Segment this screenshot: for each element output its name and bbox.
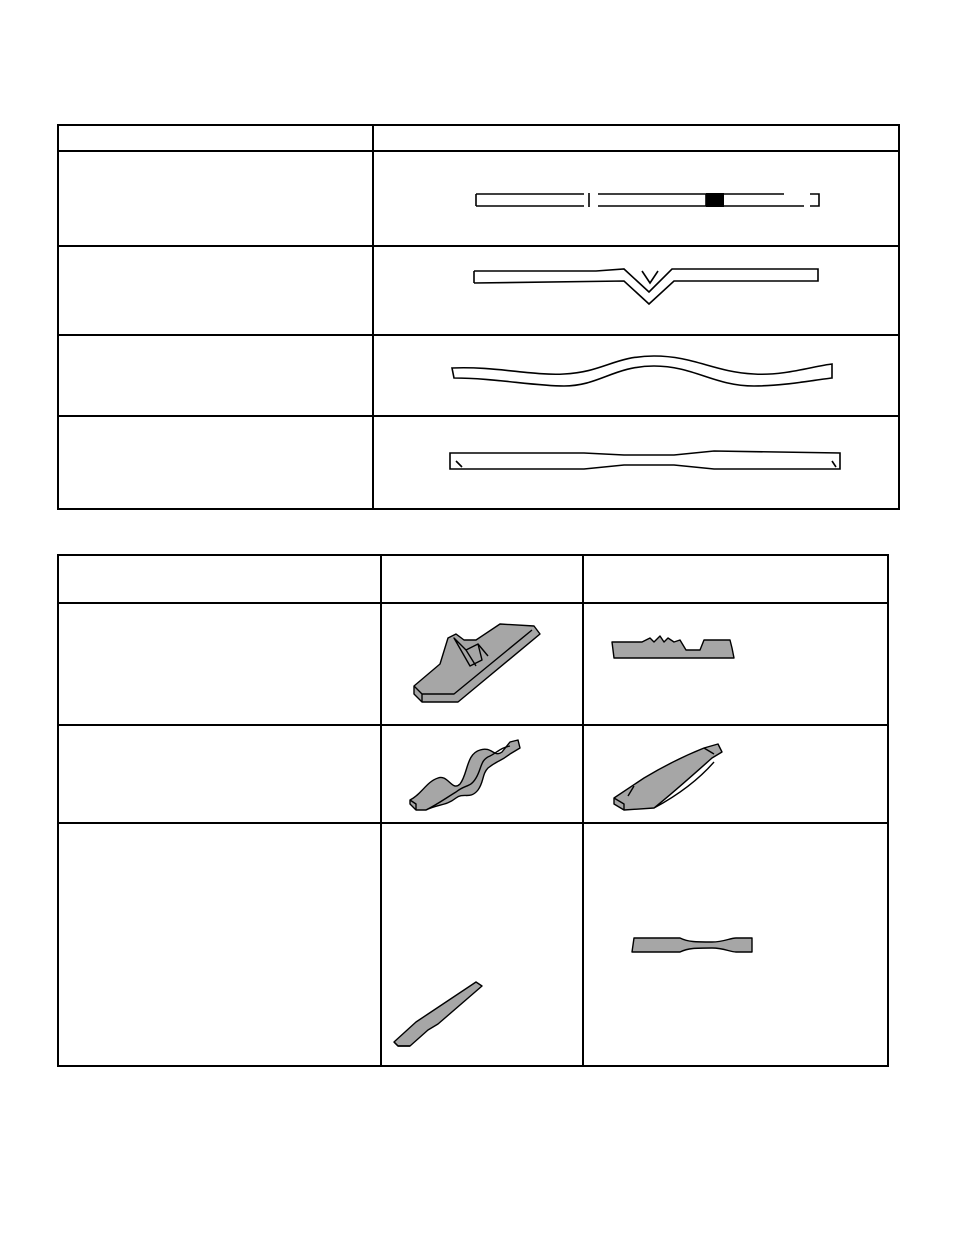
table-row bbox=[58, 823, 888, 1066]
table1-header-cell bbox=[58, 125, 373, 151]
illustration-cell bbox=[381, 603, 583, 725]
row-label bbox=[58, 603, 381, 725]
illustration-cell bbox=[381, 725, 583, 823]
illustration-cell bbox=[583, 823, 888, 1066]
v-bent-rod-icon bbox=[374, 247, 900, 334]
wavy-strip-icon bbox=[382, 726, 584, 822]
illustration-cell bbox=[373, 335, 899, 416]
table1-header-row bbox=[58, 125, 899, 151]
defect-table-strips bbox=[57, 554, 889, 1067]
table-row bbox=[58, 416, 899, 509]
row-label bbox=[58, 823, 381, 1066]
illustration-cell bbox=[583, 603, 888, 725]
illustration-cell bbox=[373, 246, 899, 335]
row-label bbox=[58, 416, 373, 509]
peeled-strip-side-icon bbox=[584, 604, 889, 724]
table2-header-row bbox=[58, 555, 888, 603]
necked-rod-icon bbox=[374, 417, 900, 508]
illustration-cell bbox=[381, 823, 583, 1066]
illustration-cell bbox=[373, 416, 899, 509]
bent-strip-icon bbox=[584, 726, 889, 822]
table-row bbox=[58, 246, 899, 335]
table2-header-cell bbox=[583, 555, 888, 603]
table2-header-cell bbox=[58, 555, 381, 603]
peeled-strip-icon bbox=[382, 604, 584, 724]
welded-rod-icon bbox=[374, 152, 900, 245]
illustration-cell bbox=[583, 725, 888, 823]
necked-strip-icon bbox=[382, 824, 584, 1065]
table-row bbox=[58, 725, 888, 823]
table1-header-cell bbox=[373, 125, 899, 151]
table-row bbox=[58, 603, 888, 725]
row-label bbox=[58, 335, 373, 416]
necked-strip-side-icon bbox=[584, 824, 889, 1065]
illustration-cell bbox=[373, 151, 899, 246]
defect-table-rods bbox=[57, 124, 900, 510]
wavy-rod-icon bbox=[374, 336, 900, 415]
table-row bbox=[58, 335, 899, 416]
row-label bbox=[58, 246, 373, 335]
row-label bbox=[58, 151, 373, 246]
table-row bbox=[58, 151, 899, 246]
table2-header-cell bbox=[381, 555, 583, 603]
row-label bbox=[58, 725, 381, 823]
